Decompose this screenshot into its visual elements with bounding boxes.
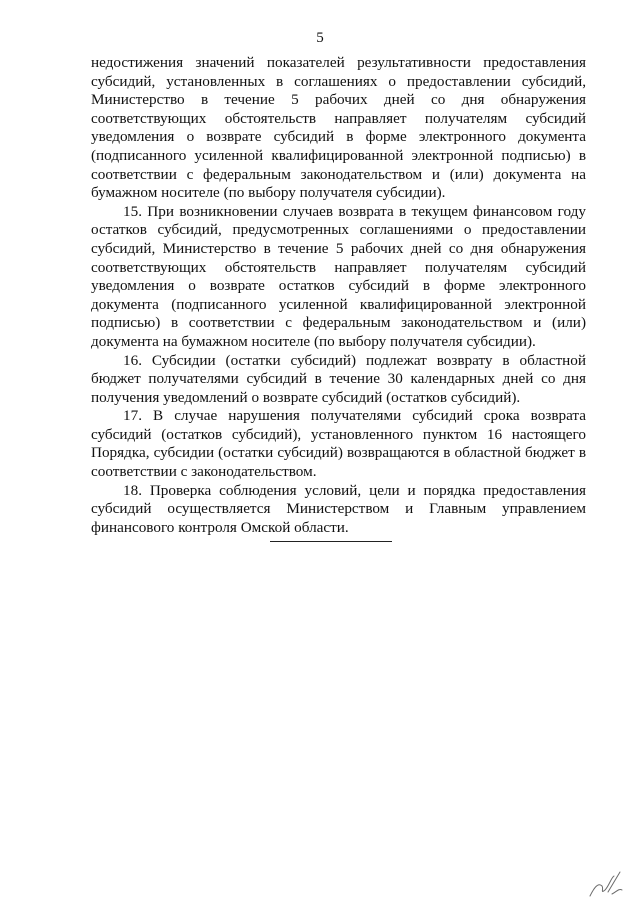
handwritten-initials-icon bbox=[586, 866, 626, 902]
document-body bbox=[91, 54, 586, 537]
end-separator-line bbox=[270, 541, 392, 542]
page-number: 5 bbox=[316, 30, 324, 46]
paragraph-18: 18. Проверка соблюдения условий, цели и порядка предоставления субсидий осуществляется Министерством и Главным управлением финансового контроля Омской области. bbox=[91, 481, 586, 536]
paragraph-17: 17. В случае нарушения получателями субсидий срока возврата субсидий (остатков субсидий), установленного пунктом 16 настоящего Порядка, субсидии (остатки субсидий) возвращаются в областной бюджет в соответствии с законодательством. bbox=[91, 407, 586, 481]
paragraph-15: 15. При возникновении случаев возврата в текущем финансовом году остатков субсидий, предусмотренных соглашениями о предоставлении субсидий, Министерство в течение 5 рабочих дней со дня обнаружения соответствующих обстоятельств направляет получателям субсидий уведомления о возврате остатков субсидий в форме электронного документа (подписанного усиленной квалифицированной электронной подписью) в соответствии с федеральным законодательством и (или) документа на бумажном носителе (по выбору получателя субсидии). bbox=[91, 202, 586, 350]
paragraph-continuation: недостижения значений показателей результативности предоставления субсидий, установленных в соглашениях о предоставлении субсидий, Министерство в течение 5 рабочих дней со дня обнаружения соответствующих обстоятельств направляет получателям субсидий уведомления о возврате субсидий в форме электронного документа (подписанного усиленной квалифицированной электронной подписью) в соответствии с федеральным законодательством и (или) документа на бумажном носителе (по выбору получателя субсидии). bbox=[91, 54, 586, 202]
paragraph-16: 16. Субсидии (остатки субсидий) подлежат возврату в областной бюджет получателями субсидий в течение 30 календарных дней со дня получения уведомлений о возврате субсидий (остатков субсидий). bbox=[91, 351, 586, 406]
